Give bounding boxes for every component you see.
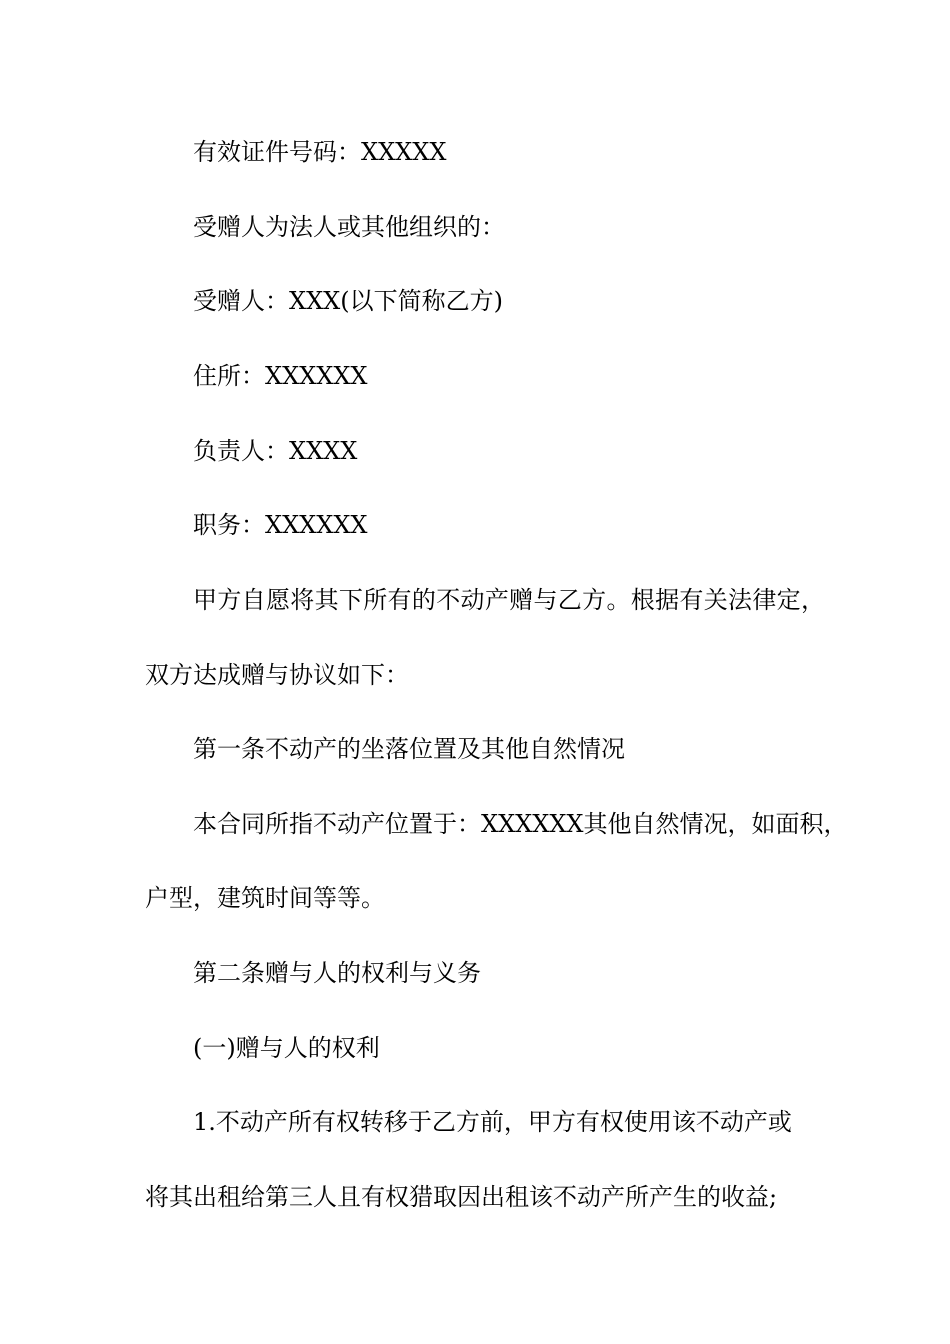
donor-rights-heading: (一)赠与人的权利 <box>193 1034 380 1062</box>
donor-rights-item-1-line-2: 将其出租给第三人且有权猎取因出租该不动产所产生的收益; <box>145 1183 778 1211</box>
donor-rights-item-1-line-1: 1.不动产所有权转移于乙方前，甲方有权使用该不动产或 <box>193 1108 792 1136</box>
article-1-text-line-2: 户型，建筑时间等等。 <box>145 884 385 912</box>
donee-org-heading: 受赠人为法人或其他组织的： <box>193 213 505 241</box>
article-2-heading: 第二条赠与人的权利与义务 <box>193 959 481 987</box>
article-1-text-line-1: 本合同所指不动产位置于：XXXXXX其他自然情况，如面积， <box>193 810 848 838</box>
paragraph-intro-line-2: 双方达成赠与协议如下： <box>145 661 409 689</box>
donee-name-line: 受赠人：XXX(以下简称乙方) <box>193 287 503 315</box>
article-1-heading: 第一条不动产的坐落位置及其他自然情况 <box>193 735 625 763</box>
paragraph-intro-line-1: 甲方自愿将其下所有的不动产赠与乙方。根据有关法律定， <box>193 586 825 614</box>
id-number-line: 有效证件号码：XXXXX <box>193 138 447 166</box>
address-line: 住所：XXXXXX <box>193 362 368 390</box>
position-line: 职务：XXXXXX <box>193 511 368 539</box>
responsible-person-line: 负责人：XXXX <box>193 437 358 465</box>
